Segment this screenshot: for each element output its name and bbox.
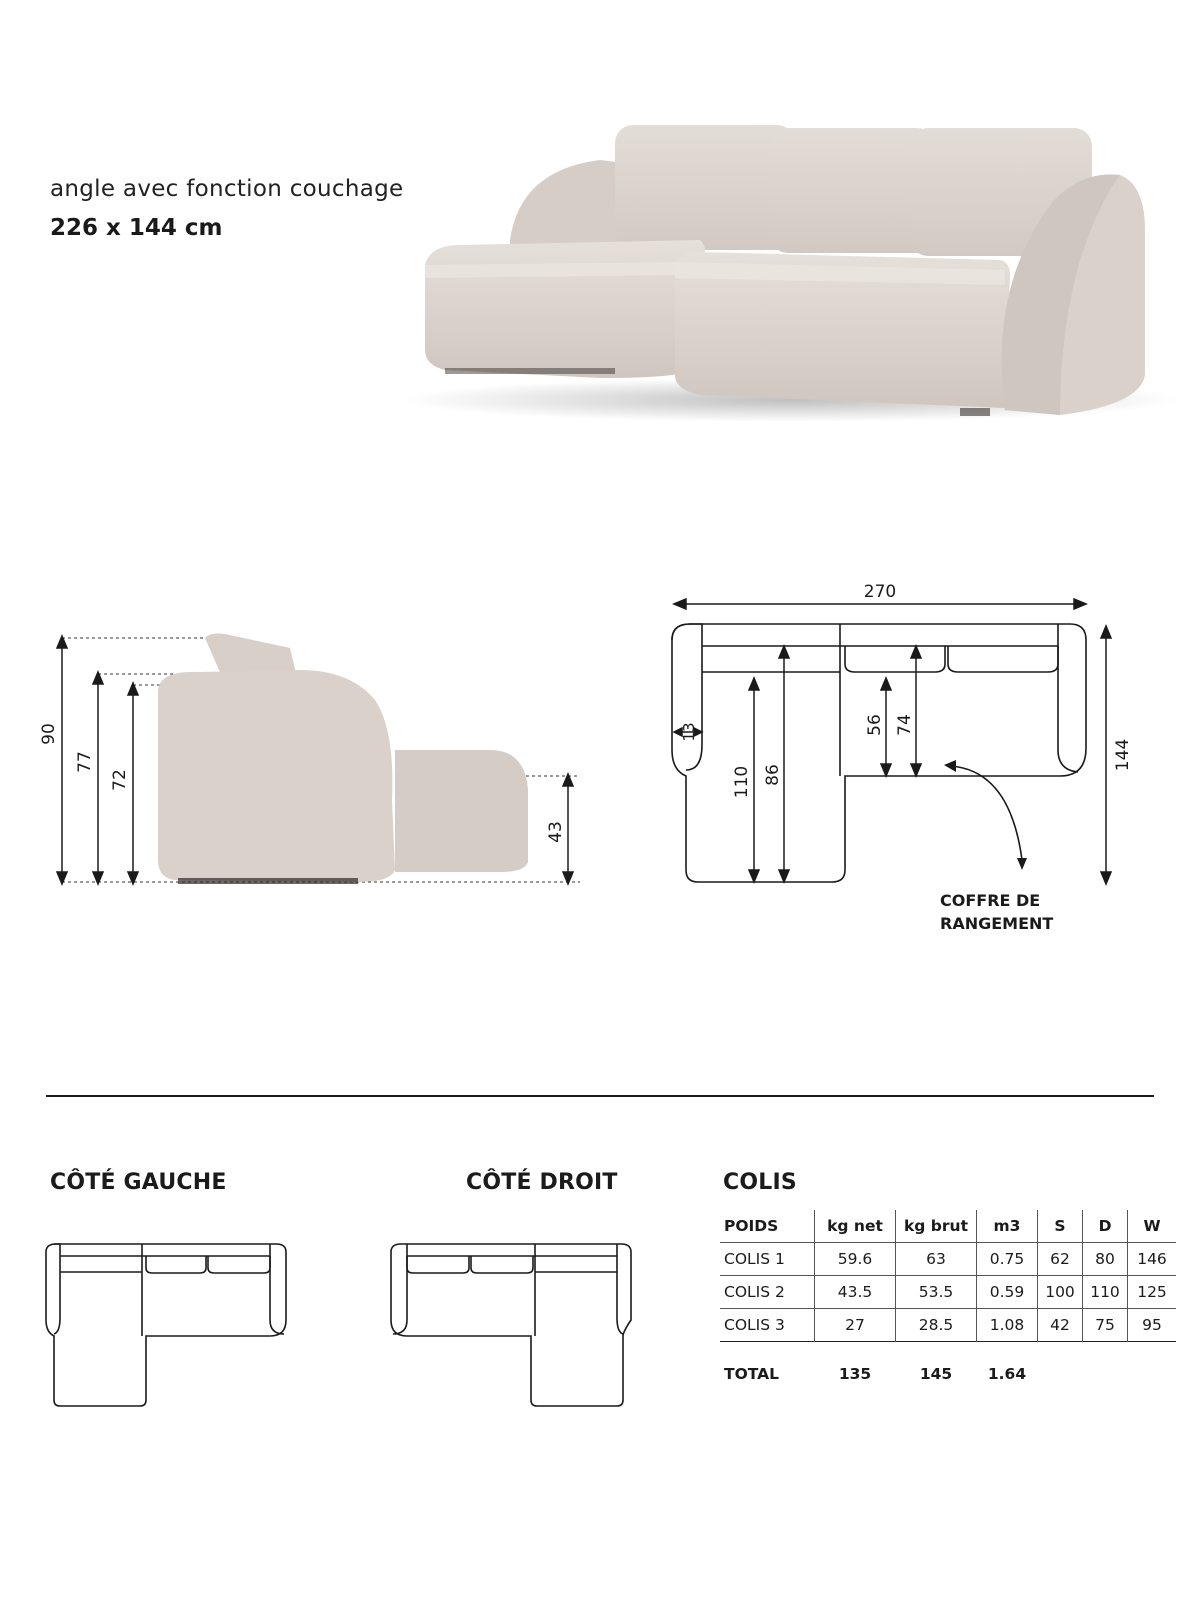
- cell: 110: [1083, 1276, 1128, 1309]
- side-arm: [158, 670, 395, 882]
- header-s: S: [1038, 1210, 1083, 1243]
- total-label: TOTAL: [720, 1342, 815, 1399]
- top-outline: [672, 624, 1086, 882]
- header-d: D: [1083, 1210, 1128, 1243]
- dim-total-depth: 144: [1113, 738, 1133, 772]
- product-title: angle avec fonction couchage: [50, 176, 404, 202]
- right-configuration-outline: [385, 1240, 645, 1420]
- cell: 1.08: [977, 1309, 1038, 1342]
- dim-inner-depth: 74: [895, 714, 915, 736]
- back-cushion-1: [615, 125, 795, 250]
- header-w: W: [1128, 1210, 1177, 1243]
- cell: 0.59: [977, 1276, 1038, 1309]
- cell: 80: [1083, 1243, 1128, 1276]
- total-kg-net: 135: [815, 1342, 896, 1399]
- cell: 0.75: [977, 1243, 1038, 1276]
- dim-total-height: 90: [39, 723, 59, 745]
- section-left-title: CÔTÉ GAUCHE: [50, 1170, 227, 1195]
- cell: 53.5: [896, 1276, 977, 1309]
- cell: COLIS 1: [720, 1243, 815, 1276]
- cell: 62: [1038, 1243, 1083, 1276]
- section-colis-title: COLIS: [723, 1170, 797, 1195]
- cell: 75: [1083, 1309, 1128, 1342]
- cell: 42: [1038, 1309, 1083, 1342]
- total-m3: 1.64: [977, 1342, 1038, 1399]
- cell: COLIS 3: [720, 1309, 815, 1342]
- table-row: [720, 1243, 1176, 1276]
- cell: 28.5: [896, 1309, 977, 1342]
- dim-back-height: 72: [110, 769, 130, 791]
- header-poids: POIDS: [724, 1217, 779, 1235]
- header-kg-brut: kg brut: [896, 1210, 977, 1243]
- table-total-row: [720, 1342, 1176, 1399]
- cell: 27: [815, 1309, 896, 1342]
- storage-label-line2: RANGEMENT: [940, 914, 1054, 933]
- dim-chaise-length: 110: [732, 765, 752, 799]
- dim-total-width: 270: [863, 582, 897, 602]
- dim-arm-height: 77: [75, 751, 95, 773]
- top-view-diagram: [650, 580, 1180, 970]
- cell: 59.6: [815, 1243, 896, 1276]
- cell: 146: [1128, 1243, 1177, 1276]
- header-kg-net: kg net: [815, 1210, 896, 1243]
- table-row: [720, 1309, 1176, 1342]
- cell: COLIS 2: [720, 1276, 815, 1309]
- cell: 63: [896, 1243, 977, 1276]
- dim-seat-depth: 56: [865, 714, 885, 736]
- dim-arm-width: 13: [680, 722, 698, 742]
- total-kg-brut: 145: [896, 1342, 977, 1399]
- cell: 100: [1038, 1276, 1083, 1309]
- header-m3: m3: [977, 1210, 1038, 1243]
- table-header-row: [720, 1210, 1176, 1243]
- side-view-diagram: [0, 600, 640, 900]
- side-chaise: [395, 750, 528, 872]
- sofa-illustration: [0, 0, 1200, 460]
- product-dimensions: 226 x 144 cm: [50, 215, 223, 241]
- section-right-title: CÔTÉ DROIT: [466, 1170, 618, 1195]
- cell: 125: [1128, 1276, 1177, 1309]
- section-divider: [46, 1095, 1154, 1097]
- cell: 43.5: [815, 1276, 896, 1309]
- left-configuration-outline: [40, 1240, 300, 1420]
- chaise-longue: [425, 240, 705, 378]
- table-row: [720, 1276, 1176, 1309]
- dim-seat-length: 86: [763, 764, 783, 786]
- colis-table: [720, 1210, 1176, 1398]
- dim-seat-height: 43: [546, 821, 566, 843]
- cell: 95: [1128, 1309, 1177, 1342]
- storage-label-line1: COFFRE DE: [940, 891, 1041, 910]
